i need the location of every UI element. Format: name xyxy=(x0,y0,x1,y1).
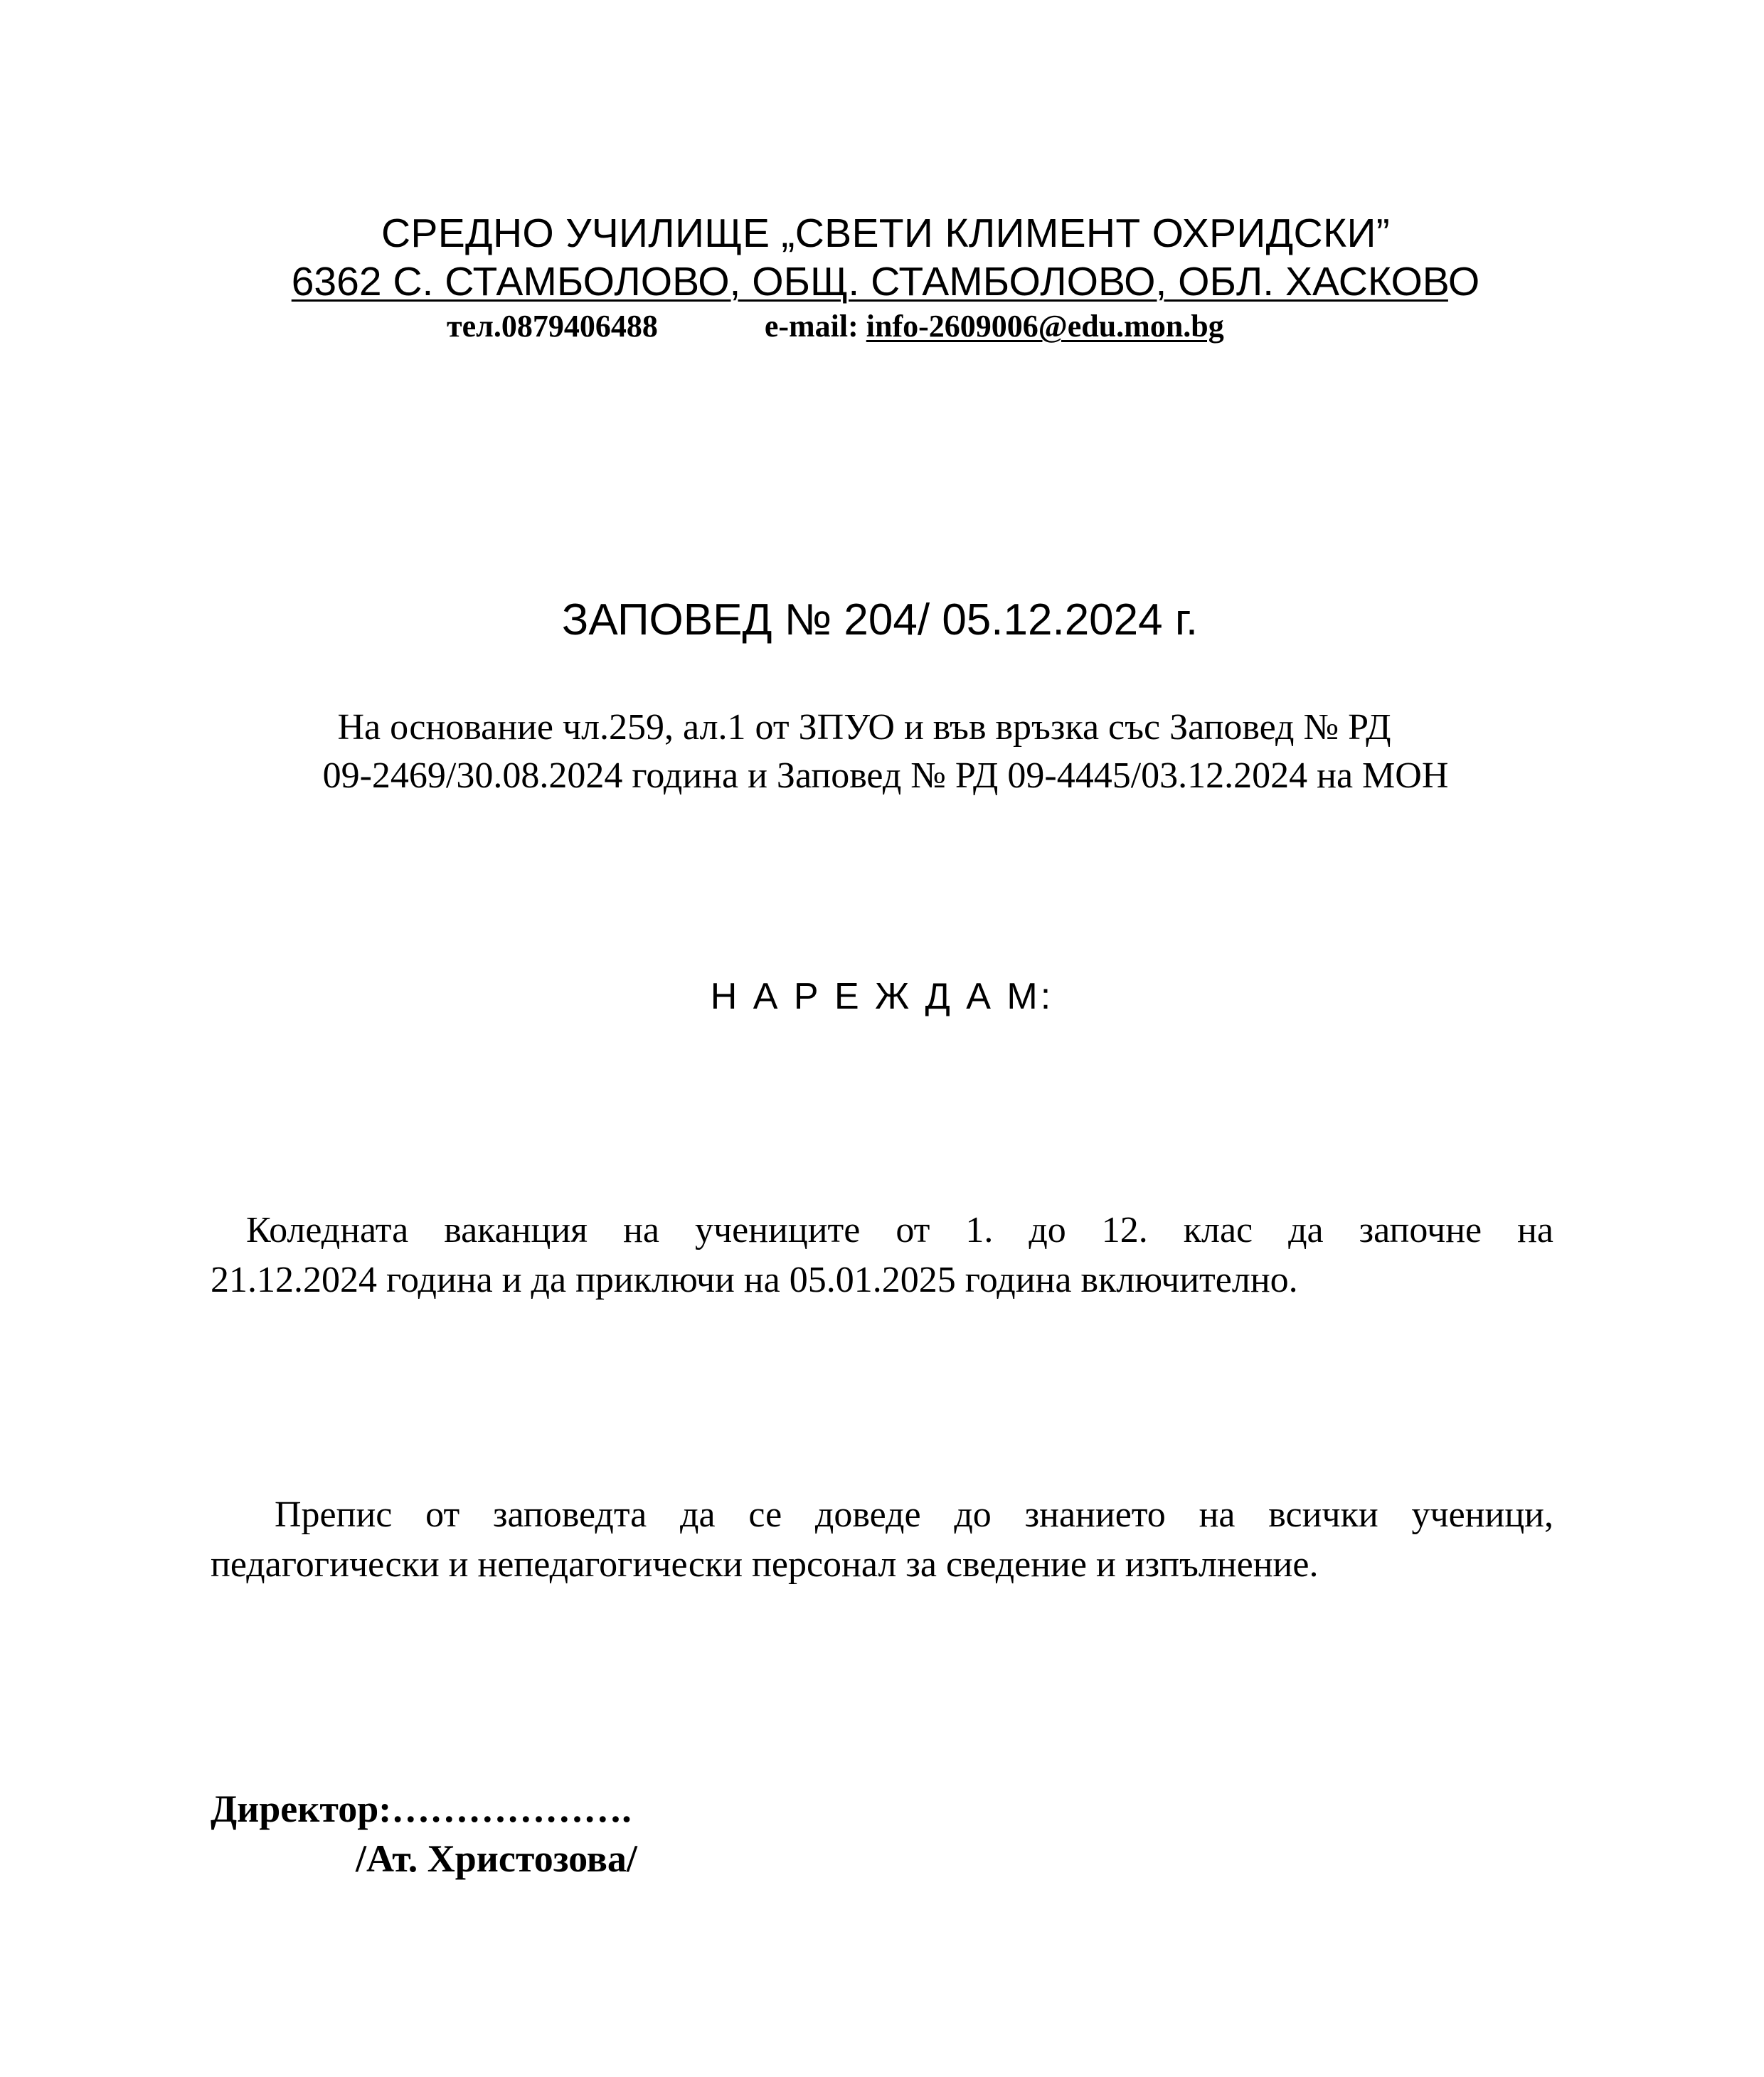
director-name: /Ат. Христозова/ xyxy=(356,1837,637,1880)
school-address-tail: О xyxy=(1447,259,1480,304)
vacation-paragraph-line-2: 21.12.2024 година и да приключи на 05.01.2025 година включително. xyxy=(211,1260,1298,1300)
school-address xyxy=(0,256,1764,307)
school-name: СРЕДНО УЧИЛИЩЕ „СВЕТИ КЛИМЕНТ ОХРИДСКИ” xyxy=(381,211,1391,256)
order-heading: Н А Р Е Ж Д А М: xyxy=(710,976,1054,1017)
phone-number: тел.0879406488 xyxy=(447,309,658,344)
legal-basis-line-1: На основание чл.259, ал.1 от ЗПУО и във връзка със Заповед № РД xyxy=(337,707,1391,748)
school-address-underlined: 6362 С. СТАМБОЛОВО, ОБЩ. СТАМБОЛОВО, ОБЛ. ХАСКОВ xyxy=(291,259,1448,304)
email-label: e-mail: xyxy=(764,309,866,344)
contact-line xyxy=(447,307,1224,346)
order-title: ЗАПОВЕД № 204/ 05.12.2024 г. xyxy=(561,595,1199,644)
vacation-paragraph xyxy=(211,1206,1553,1305)
copy-notice-paragraph-line-1: Препис от заповедта да се доведе до знанието на всички ученици, xyxy=(275,1494,1553,1535)
vacation-paragraph-line-1: Коледната ваканция на учениците от 1. до 12. клас да започне на xyxy=(246,1210,1553,1250)
copy-notice-paragraph xyxy=(211,1490,1553,1590)
copy-notice-paragraph-line-2: педагогически и непедагогически персонал за сведение и изпълнение. xyxy=(211,1544,1319,1585)
legal-basis-line-2: 09-2469/30.08.2024 година и Заповед № РД 09-4445/03.12.2024 на МОН xyxy=(322,755,1449,796)
director-signature-line: Директор:………………. xyxy=(211,1788,632,1830)
email-link[interactable]: info-2609006@edu.mon.bg xyxy=(866,309,1224,344)
